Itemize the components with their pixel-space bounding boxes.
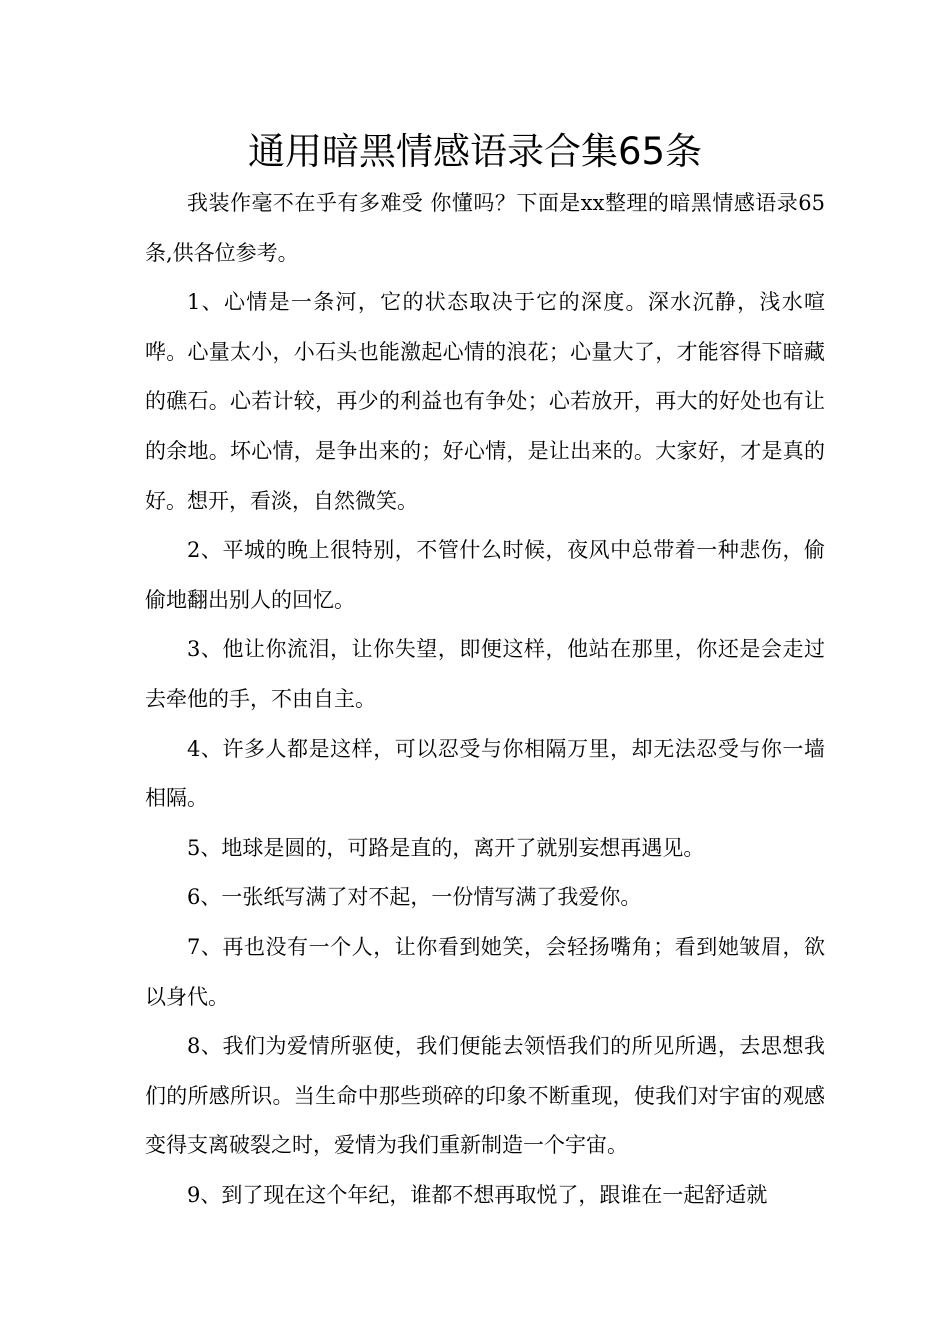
intro-paragraph: 我装作毫不在乎有多难受 你懂吗？下面是xx整理的暗黑情感语录65条,供各位参考。 <box>145 191 825 265</box>
quote-paragraph-4: 4、许多人都是这样，可以忍受与你相隔万里，却无法忍受与你一墙相隔。 <box>145 736 825 811</box>
document-body <box>145 179 825 1220</box>
quote-paragraph-5: 5、地球是圆的，可路是直的，离开了就别妄想再遇见。 <box>187 835 705 860</box>
quote-paragraph-7: 7、再也没有一个人，让你看到她笑，会轻扬嘴角；看到她皱眉，欲以身代。 <box>145 934 825 1009</box>
quote-paragraph-2: 2、平城的晚上很特别，不管什么时候，夜风中总带着一种悲伤，偷偷地翻出别人的回忆。 <box>145 538 825 612</box>
document-title: 通用暗黑情感语录合集65条 <box>247 130 703 173</box>
quote-paragraph-1: 1、心情是一条河，它的状态取决于它的深度。深水沉静，浅水喧哗。心量太小，小石头也能激起心情的浪花；心量大了，才能容得下暗藏的礁石。心若计较，再少的利益也有争处；心若放开，再大的好处也有让的余地。坏心情，是争出来的；好心情，是让出来的。大家好，才是真的好。想开，看淡，自然微笑。 <box>145 290 825 513</box>
quote-paragraph-3: 3、他让你流泪，让你失望，即便这样，他站在那里，你还是会走过去牵他的手，不由自主。 <box>145 637 825 711</box>
quote-paragraph-9: 9、到了现在这个年纪，谁都不想再取悦了，跟谁在一起舒适就 <box>187 1182 768 1207</box>
quote-paragraph-6: 6、一张纸写满了对不起，一份情写满了我爱你。 <box>187 885 642 910</box>
quote-paragraph-8: 8、我们为爱情所驱使，我们便能去领悟我们的所见所遇，去思想我们的所感所识。当生命中那些琐碎的印象不断重现，使我们对宇宙的观感变得支离破裂之时，爱情为我们重新制造一个宇宙。 <box>145 1034 825 1158</box>
